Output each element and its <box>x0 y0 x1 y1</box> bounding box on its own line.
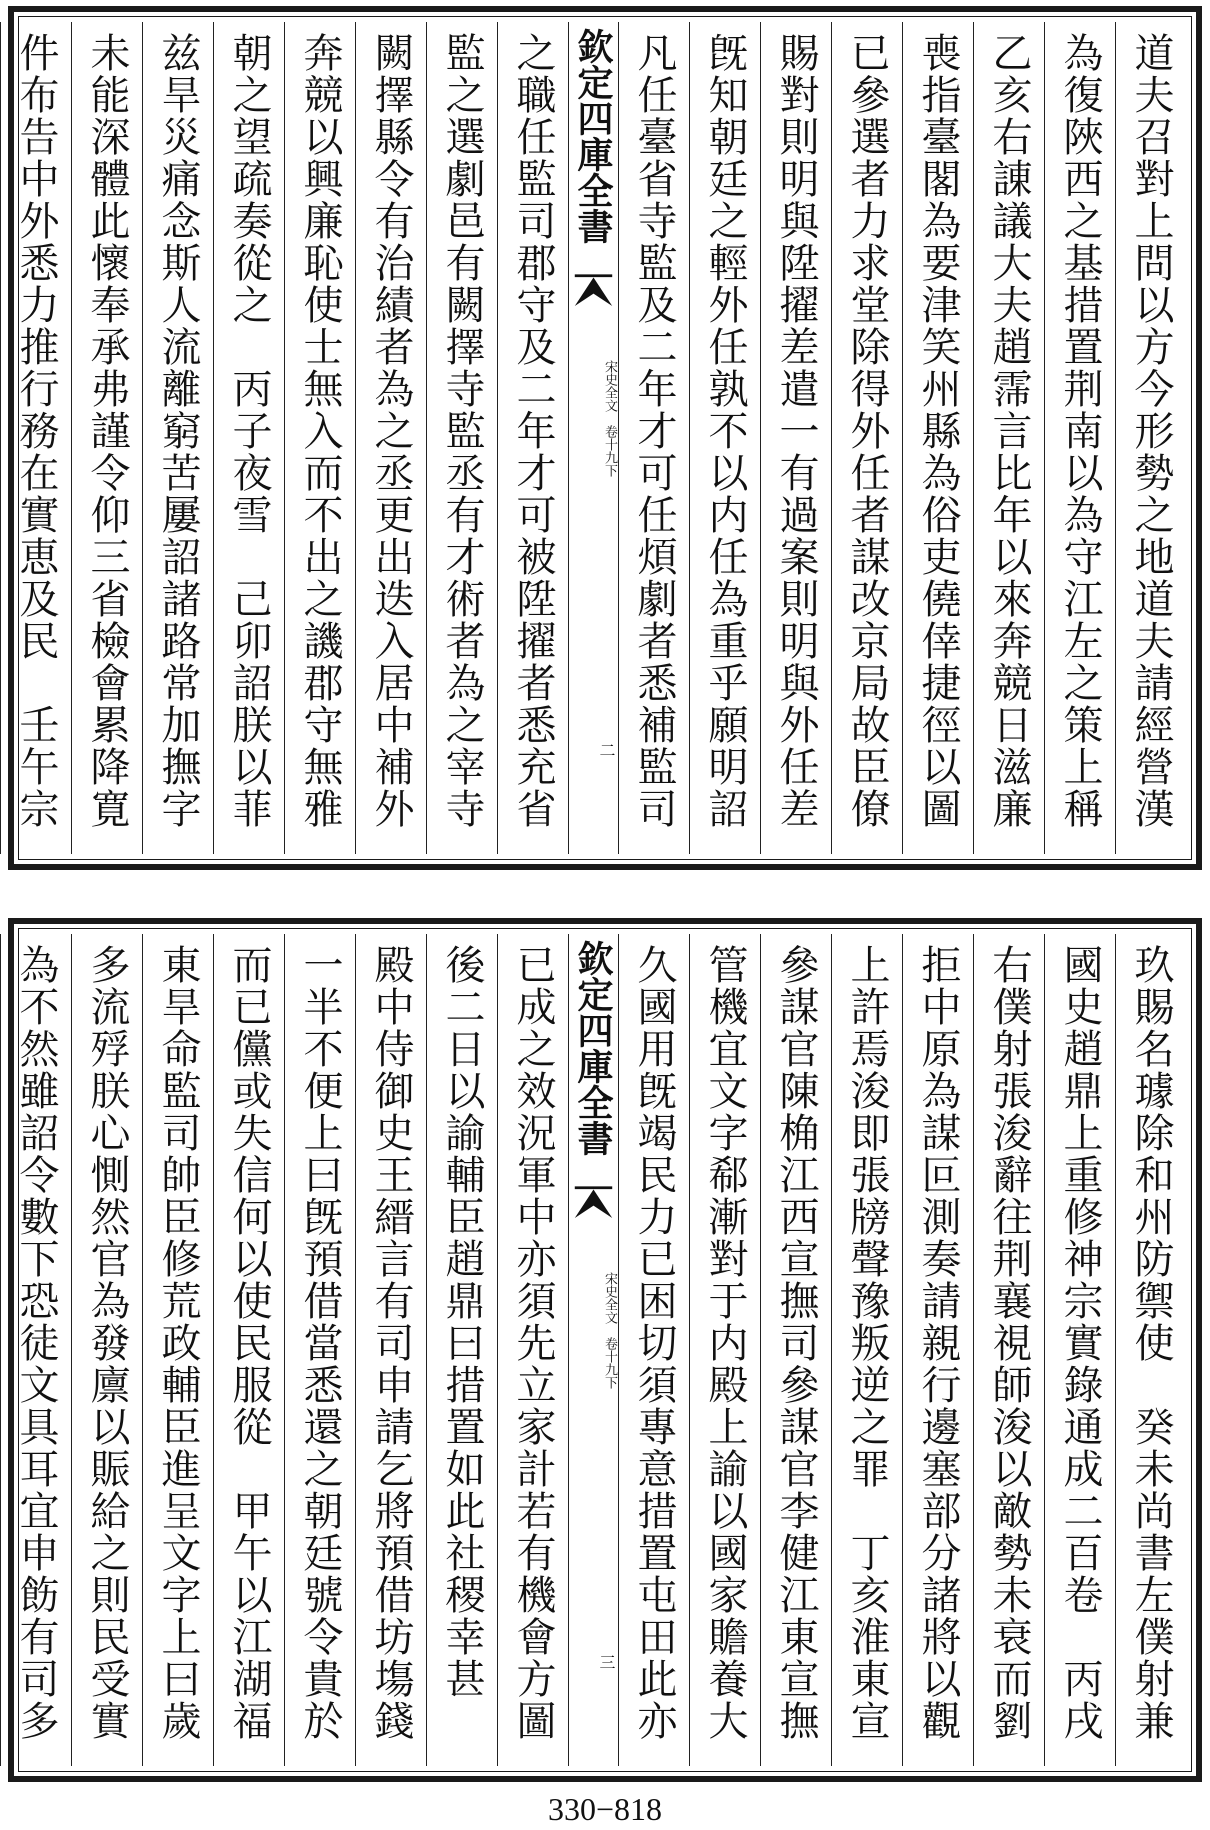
text-column: 乙亥右諌議大夫趙霈言比年以來奔競日滋廉 <box>973 22 1044 854</box>
gutter-page-number: 二 <box>597 742 616 758</box>
text-column: 而已儻或失信何以使民服從 甲午以江湖福 <box>213 934 284 1766</box>
fish-tail-ornament-icon <box>573 270 614 310</box>
text-column: 為復陜西之基措置荆南以為守江左之策上稱 <box>1044 22 1115 854</box>
text-column: 喪指臺閣為要津笑州縣為俗吏僥倖捷徑以圖 <box>902 22 973 854</box>
text-column: 凡任臺省寺監及二年才可任煩劇者悉補監司 <box>618 22 689 854</box>
text-column: 闕擇縣令有治績者為之丞更出迭入居中補外 <box>355 22 426 854</box>
bottom-page <box>8 918 1202 1782</box>
gutter-page-number: 三 <box>597 1654 616 1670</box>
page-footer-label: 330−818 <box>547 1791 663 1827</box>
text-column: 之職任監司郡守及二年才可被陞擢者悉充省 <box>497 22 568 854</box>
text-column: 旣知朝廷之輕外任孰不以内任為重乎願明詔 <box>689 22 760 854</box>
text-column: 右僕射張浚辭往荆襄視師浚以敵勢未衰而劉 <box>973 934 1044 1766</box>
top-columns <box>13 22 1186 854</box>
text-column: 監之選劇邑有闕擇寺監丞有才術者為之宰寺 <box>426 22 497 854</box>
text-column: 參謀官陳桷江西宣撫司參謀官李健江東宣撫 <box>760 934 831 1766</box>
fish-tail-ornament-icon <box>573 1182 614 1222</box>
text-column: 朝之望疏奏從之 丙子夜雪 己卯詔朕以菲 <box>213 22 284 854</box>
text-column: 兹旱災痛念斯人流離窮苦屢詔諸路常加撫字 <box>142 22 213 854</box>
top-page <box>8 6 1202 870</box>
text-column: 已成之效況軍中亦須先立家計若有機會方圖 <box>497 934 568 1766</box>
text-column: 拒中原為謀叵測奏請親行邊塞部分諸將以觀 <box>902 934 973 1766</box>
text-column: 件布告中外悉力推行務在實恵及民 壬午宗 <box>0 22 71 854</box>
gutter-title: 欽定四庫全書 <box>572 940 614 1156</box>
gutter-book-info: 宋史全文 卷十九下 <box>602 360 617 477</box>
text-column: 玖賜名璩除和州防禦使 癸未尚書左僕射兼 <box>1115 934 1186 1766</box>
text-column: 殿中侍御史王縉言有司申請乞將預借坊塲錢 <box>355 934 426 1766</box>
center-gutter <box>568 22 618 854</box>
gutter-title: 欽定四庫全書 <box>572 28 614 244</box>
text-column: 奔競以興廉恥使士無入而不出之譏郡守無雅 <box>284 22 355 854</box>
center-gutter <box>568 934 618 1766</box>
text-column: 未能深體此懷奉承弗謹令仰三省檢會累降寛 <box>71 22 142 854</box>
text-column: 多流殍朕心惻然官為發廪以賑給之則民受實 <box>71 934 142 1766</box>
text-column: 上許焉浚即張牓聲豫叛逆之罪 丁亥淮東宣 <box>831 934 902 1766</box>
text-column: 後二日以諭輔臣趙鼎曰措置如此社稷幸甚 <box>426 934 497 1766</box>
text-column: 為不然雖詔令數下恐徒文具耳宜申飭有司多 <box>0 934 71 1766</box>
text-column: 已參選者力求堂除得外任者謀改京局故臣僚 <box>831 22 902 854</box>
text-column: 東旱命監司帥臣修荒政輔臣進呈文字上曰歲 <box>142 934 213 1766</box>
text-column: 一半不便上曰旣預借當悉還之朝廷號令貴於 <box>284 934 355 1766</box>
bottom-columns <box>13 934 1186 1766</box>
gutter-book-info: 宋史全文 卷十九下 <box>602 1272 617 1389</box>
text-column: 道夫召對上問以方今形勢之地道夫請經營漢 <box>1115 22 1186 854</box>
text-column: 久國用旣竭民力已困切須專意措置屯田此亦 <box>618 934 689 1766</box>
text-column: 國史趙鼎上重修神宗實錄通成二百卷 丙戌 <box>1044 934 1115 1766</box>
text-column: 管機宜文字郗漸對于内殿上諭以國家贍養大 <box>689 934 760 1766</box>
text-column: 賜對則明與陞擢差遣一有過案則明與外任差 <box>760 22 831 854</box>
